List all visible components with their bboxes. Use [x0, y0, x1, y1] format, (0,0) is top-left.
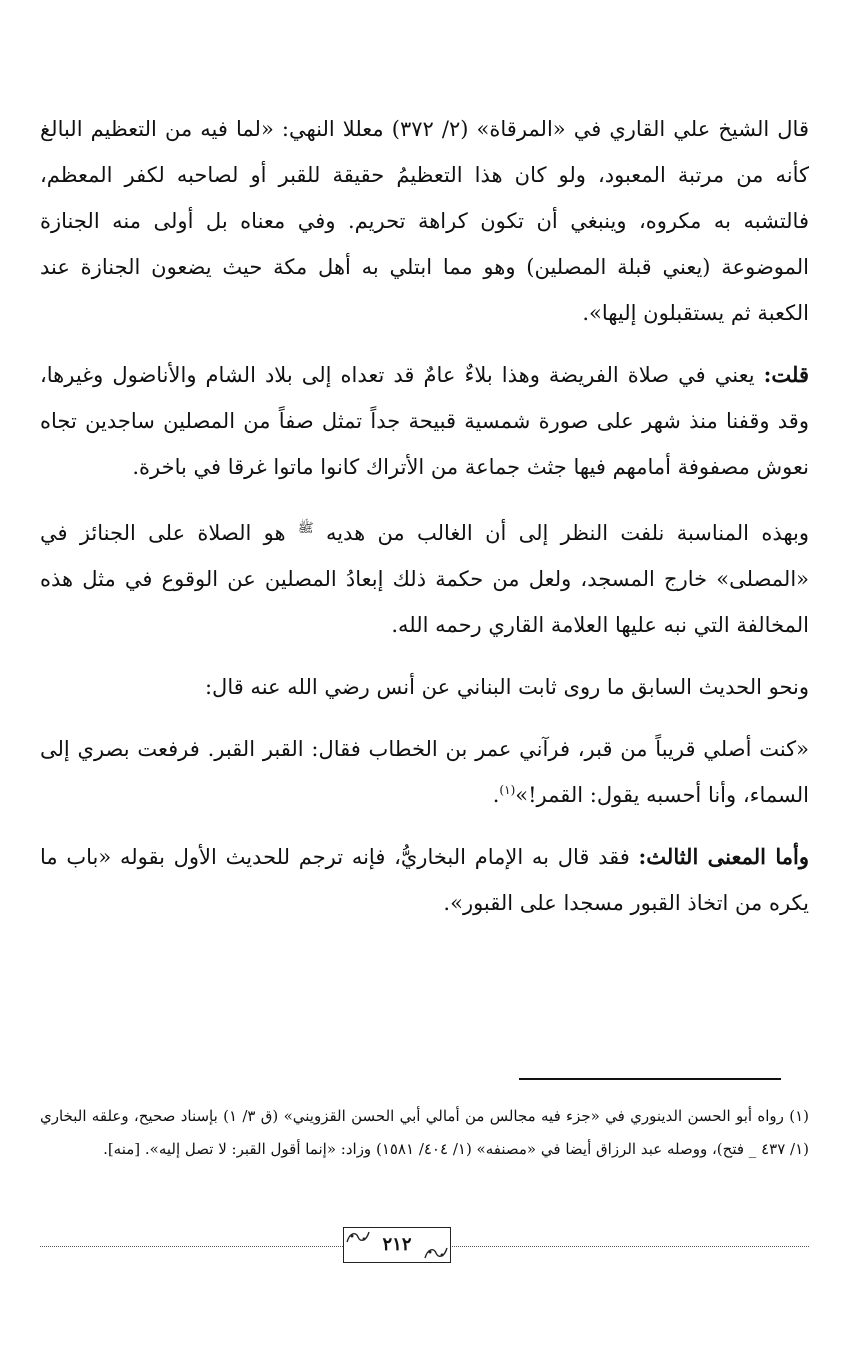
footnote-1: (١) رواه أبو الحسن الدينوري في «جزء فيه مجالس من أمالي أبي الحسن القزويني» (ق ٣/ ١) بإسناد صحيح، وعلقه البخاري (١/ ٤٣٧ _ فتح)، ووصله عبد الرزاق أيضا في «مصنفه» (١/ ٤٠٤/ ١٥٨١) وزاد: «إنما أقول القبر: لا تصل إليه». [منه].	[40, 1107, 810, 1158]
paragraph-text: ونحو الحديث السابق ما روى ثابت البناني عن أنس رضي الله عنه قال:	[204, 675, 809, 699]
salla-symbol: ﷺ	[297, 521, 314, 536]
paragraph-text: «كنت أصلي قريباً من قبر، فرآني عمر بن الخطاب فقال: القبر القبر. فرفعت بصري إلى السماء، وأنا أحسبه يقول: القمر!»	[40, 737, 809, 807]
main-text	[40, 106, 809, 942]
paragraph-text: قال الشيخ علي القاري في «المرقاة» (٢/ ٣٧٢) معللا النهي: «لما فيه من التعظيم البالغ كأنه من مرتبة المعبود، ولو كان هذا التعظيمُ حقيقة للقبر أو لصاحبه لكفر المعظم، فالتشبه به مكروه، وينبغي أن تكون كراهة تحريم. وفي معناه بل أولى منه الجنازة الموضوعة (يعني قبلة المصلين) وهو مما ابتلي به أهل مكة حيث يضعون الجنازة عند الكعبة ثم يستقبلون إليها».	[40, 117, 809, 325]
page-number: ٢١٢	[382, 1234, 412, 1255]
paragraph-text: وبهذه المناسبة نلفت النظر إلى أن الغالب من هديه	[313, 521, 810, 545]
paragraph-2	[40, 352, 809, 490]
paragraph-lead: قلت:	[763, 362, 809, 387]
paragraph-end: .	[492, 783, 500, 807]
paragraph-text: يعني في صلاة الفريضة وهذا بلاءٌ عامٌ قد تعداه إلى بلاد الشام والأناضول وغيرها، وقد وقفنا منذ شهر على صورة شمسية قبيحة جداً تمثل صفاً من المصلين ساجدين تجاه نعوش مصفوفة أمامهم فيها جثث جماعة من الأتراك كانوا ماتوا غرقا في باخرة.	[40, 363, 809, 479]
footnote-reference[interactable]: (١)	[499, 783, 516, 797]
paragraph-lead: وأما المعنى الثالث:	[638, 844, 809, 869]
page-number-frame	[343, 1227, 451, 1263]
paragraph-5	[40, 726, 809, 818]
paragraph-text: فقد قال به الإمام البخاريُّ، فإنه ترجم للحديث الأول بقوله «باب ما يكره من اتخاذ القبور مسجدا على القبور».	[40, 845, 809, 915]
paragraph-6	[40, 834, 809, 926]
ornament-icon	[424, 1246, 448, 1260]
paragraph-4	[40, 664, 809, 710]
paragraph-1	[40, 106, 809, 336]
footnotes	[40, 1100, 809, 1166]
paragraph-text-cont: هو الصلاة على الجنائز في «المصلى» خارج المسجد، ولعل من حكمة ذلك إبعادُ المصلين عن الوقوع في مثل هذه المخالفة التي نبه عليها العلامة القاري رحمه الله.	[40, 521, 809, 637]
footnote-divider	[519, 1078, 781, 1080]
paragraph-3	[40, 506, 809, 648]
